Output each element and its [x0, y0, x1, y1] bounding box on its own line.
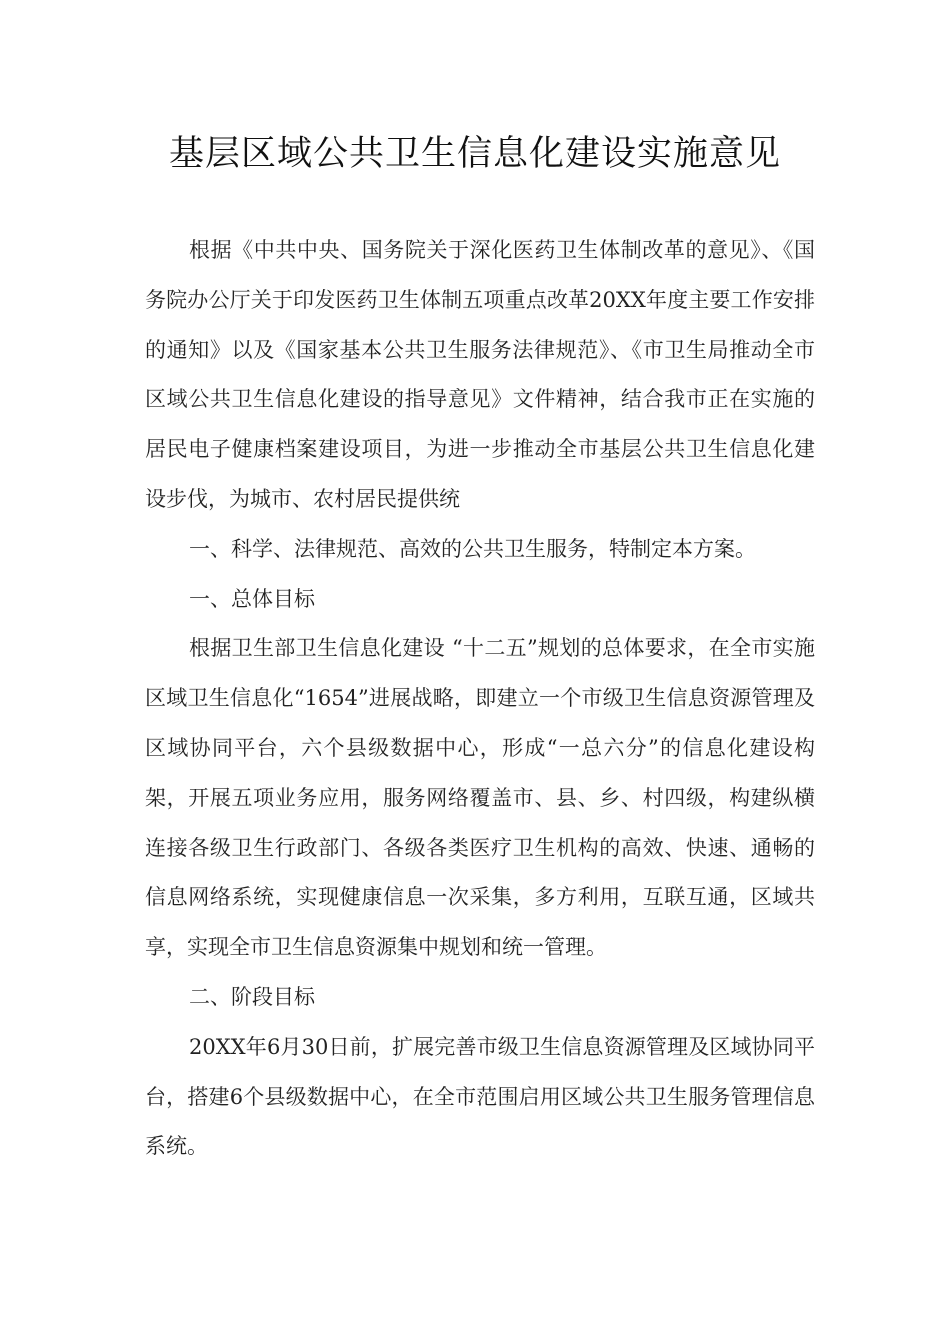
paragraph-overall-goal: 根据卫生部卫生信息化建设 “十二五”规划的总体要求，在全市实施区域卫生信息化“1654”进展战略，即建立一个市级卫生信息资源管理及区域协同平台，六个县级数据中心，形成“一总六分”的信息化建设构架，开展五项业务应用，服务网络覆盖市、县、乡、村四级，构建纵横连接各级卫生行政部门、各级各类医疗卫生机构的高效、快速、通畅的信息网络系统，实现健康信息一次采集，多方利用，互联互通，区域共享，实现全市卫生信息资源集中规划和统一管理。 — [145, 636, 815, 960]
paragraph-stage-goal: 20XX年6月30日前，扩展完善市级卫生信息资源管理及区域协同平台，搭建6个县级数据中心，在全市范围启用区域公共卫生服务管理信息系统。 — [145, 1034, 815, 1159]
document-title: 基层区域公共卫生信息化建设实施意见 — [168, 134, 781, 174]
paragraph-intro-continued: 一、科学、法律规范、高效的公共卫生服务，特制定本方案。 — [189, 536, 756, 561]
paragraph-intro: 根据《中共中央、国务院关于深化医药卫生体制改革的意见》、《国务院办公厅关于印发医药卫生体制五项重点改革20XX年度主要工作安排的通知》以及《国家基本公共卫生服务法律规范》、《市卫生局推动全市区域公共卫生信息化建设的指导意见》文件精神，结合我市正在实施的居民电子健康档案建设项目，为进一步推动全市基层公共卫生信息化建设步伐，为城市、农村居民提供统 — [145, 238, 815, 511]
section-heading-overall-goal: 一、总体目标 — [189, 586, 315, 611]
document-body — [145, 226, 815, 1172]
section-heading-stage-goal: 二、阶段目标 — [189, 984, 315, 1009]
